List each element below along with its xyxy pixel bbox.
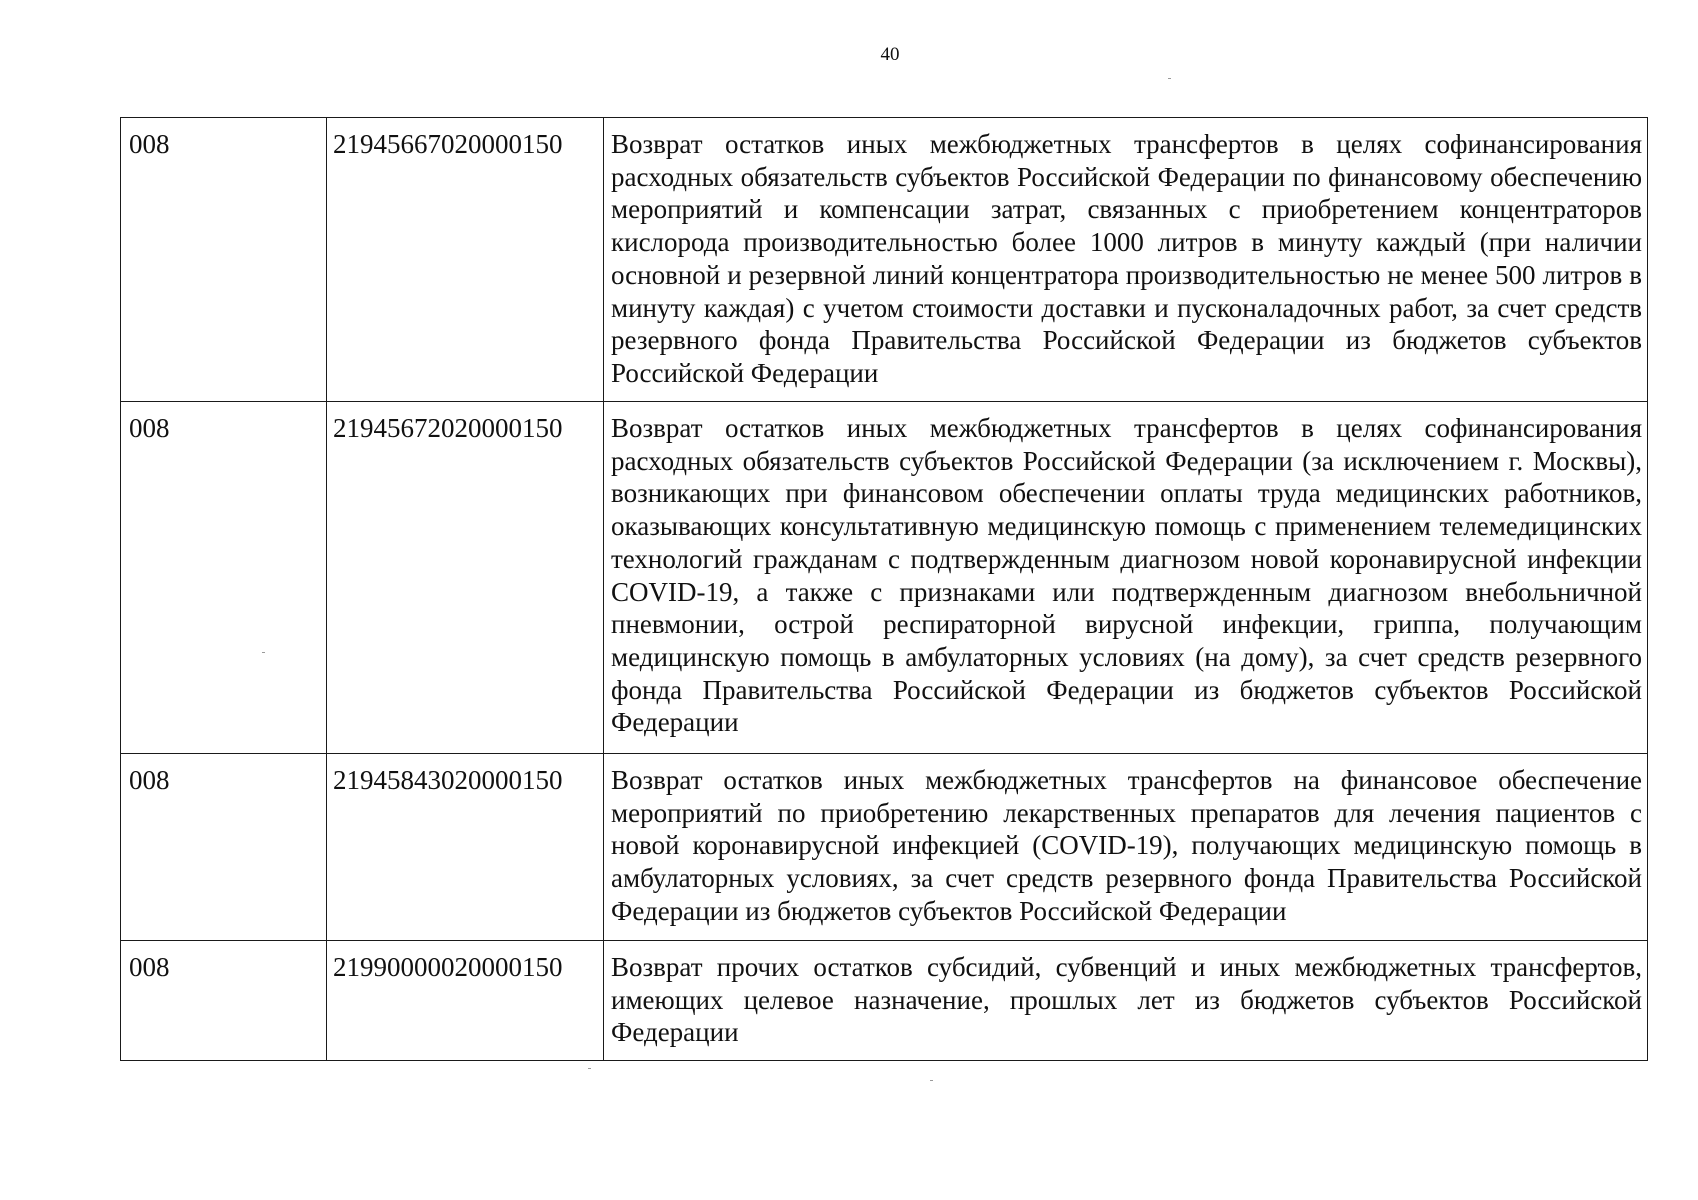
table-row: [121, 402, 1648, 754]
table-row: [121, 118, 1648, 402]
page-number: 40: [880, 44, 900, 65]
table-row: [121, 754, 1648, 941]
scan-speck: [262, 652, 265, 653]
scan-speck: [1168, 78, 1171, 79]
table-row: [121, 941, 1648, 1061]
revenue-name-cell: Возврат прочих остатков субсидий, субвенций и иных межбюджетных трансфертов, имеющих целевое назначение, прошлых лет из бюджетов субъектов Российской Федерации: [604, 941, 1648, 1061]
revenue-name-cell: Возврат остатков иных межбюджетных трансфертов в целях софинансирования расходных обязательств субъектов Российской Федерации по финансовому обеспечению мероприятий и компенсации затрат, связанных с приобретением концентраторов кислорода производительностью более 1000 литров в минуту каждый (при наличии основной и резервной линий концентратора производительностью не менее 500 литров в минуту каждая) с учетом стоимости доставки и пусконаладочных работ, за счет средств резервного фонда Правительства Российской Федерации из бюджетов субъектов Российской Федерации: [604, 118, 1648, 402]
budget-code-cell: 21990000020000150: [327, 941, 604, 1061]
scan-speck: [930, 1080, 933, 1081]
admin-code-cell: 008: [121, 941, 327, 1061]
admin-code-cell: 008: [121, 118, 327, 402]
budget-classification-table: [120, 117, 1648, 1061]
budget-code-cell: 21945667020000150: [327, 118, 604, 402]
budget-code-cell: 21945672020000150: [327, 402, 604, 754]
revenue-name-cell: Возврат остатков иных межбюджетных трансфертов на финансовое обеспечение мероприятий по приобретению лекарственных препаратов для лечения пациентов с новой коронавирусной инфекцией (COVID-19), получающих медицинскую помощь в амбулаторных условиях, за счет средств резервного фонда Правительства Российской Федерации из бюджетов субъектов Российской Федерации: [604, 754, 1648, 941]
admin-code-cell: 008: [121, 402, 327, 754]
budget-code-cell: 21945843020000150: [327, 754, 604, 941]
admin-code-cell: 008: [121, 754, 327, 941]
scan-speck: [588, 1068, 591, 1069]
revenue-name-cell: Возврат остатков иных межбюджетных трансфертов в целях софинансирования расходных обязательств субъектов Российской Федерации (за исключением г. Москвы), возникающих при финансовом обеспечении оплаты труда медицинских работников, оказывающих консультативную медицинскую помощь с применением телемедицинских технологий гражданам с подтвержденным диагнозом новой коронавирусной инфекции COVID-19, а также с признаками или подтвержденным диагнозом внебольничной пневмонии, острой респираторной вирусной инфекции, гриппа, получающим медицинскую помощь в амбулаторных условиях (на дому), за счет средств резервного фонда Правительства Российской Федерации из бюджетов субъектов Российской Федерации: [604, 402, 1648, 754]
